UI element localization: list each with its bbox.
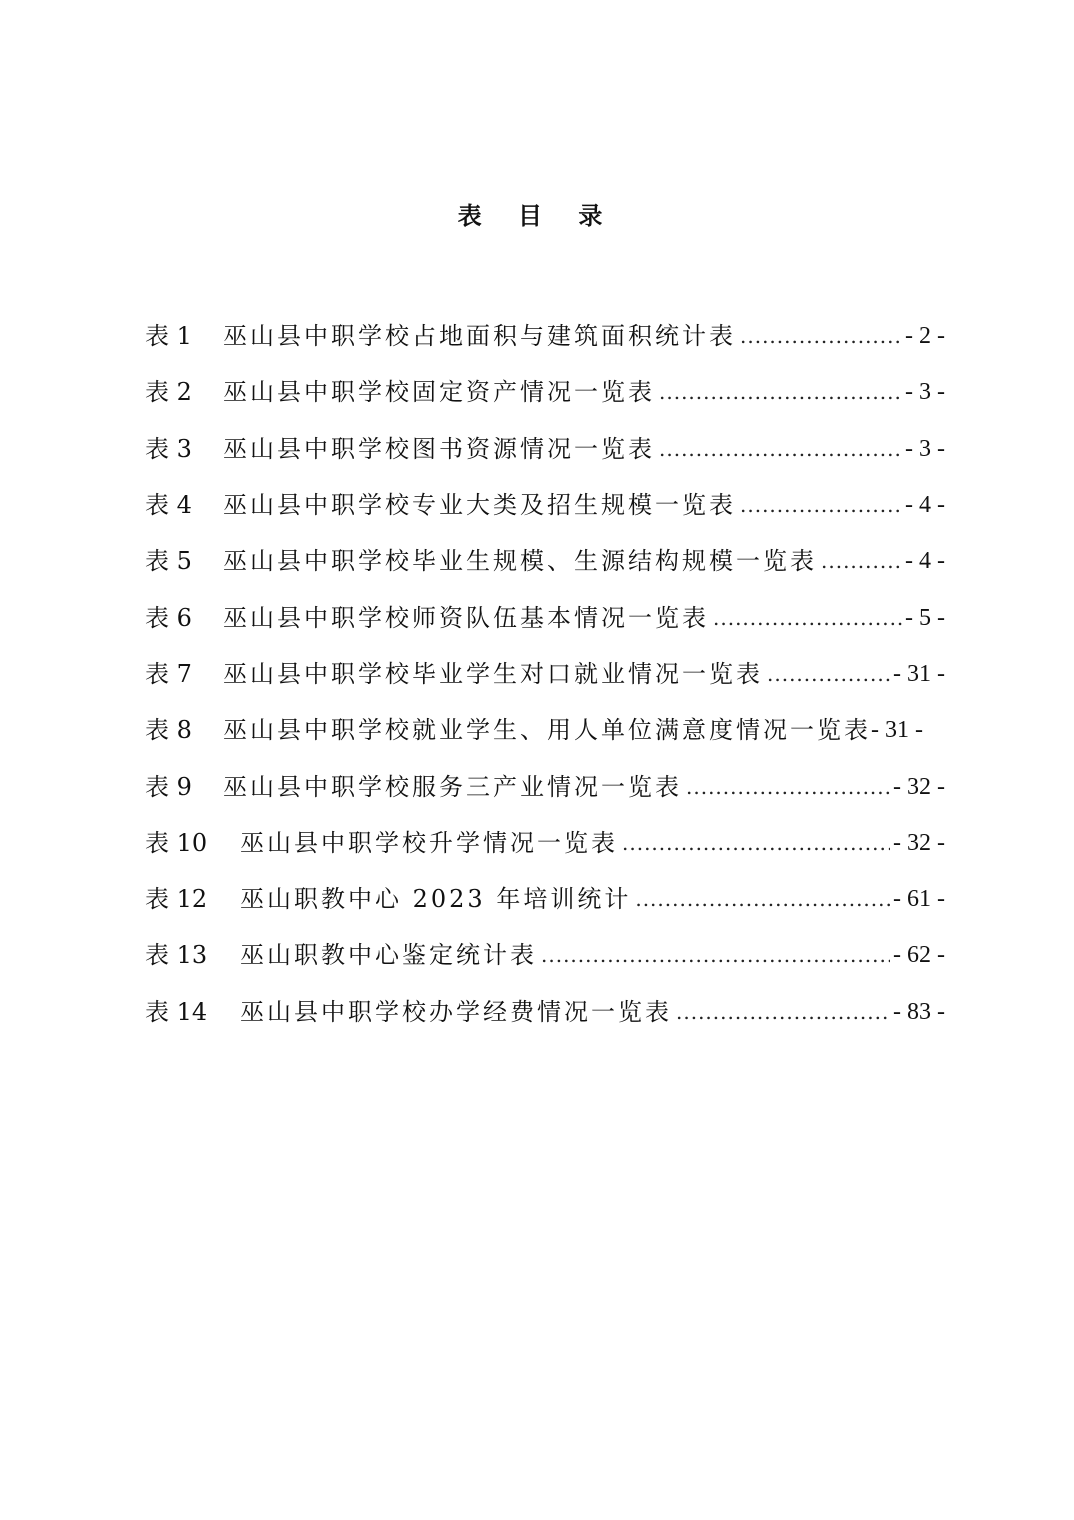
toc-entry-label: 表 7 — [145, 659, 192, 688]
toc-entry-title: 巫山县中职学校师资队伍基本情况一览表 — [223, 603, 709, 632]
toc-entry-label: 表 6 — [145, 603, 192, 632]
toc-entry-page: - 61 - — [893, 886, 945, 913]
toc-entry-label: 表 4 — [145, 491, 192, 520]
toc-entry[interactable] — [145, 871, 945, 927]
toc-leader-dots — [676, 992, 890, 1032]
toc-entry-title: 巫山县中职学校升学情况一览表 — [240, 828, 618, 857]
toc-entry-title: 巫山县中职学校办学经费情况一览表 — [240, 997, 672, 1026]
toc-entry-page: - 32 - — [893, 829, 945, 856]
toc-entry-title: 巫山县中职学校专业大类及招生规模一览表 — [223, 491, 736, 520]
toc-leader-dots — [821, 541, 902, 581]
toc-entry[interactable] — [145, 646, 945, 702]
toc-entry-label: 表 14 — [145, 997, 208, 1026]
toc-entry-label: 表 2 — [145, 378, 192, 407]
toc-entry[interactable] — [145, 984, 945, 1040]
toc-entry-label: 表 8 — [145, 716, 192, 745]
toc-leader-dots — [740, 485, 902, 525]
toc-entry-page: - 83 - — [893, 998, 945, 1025]
table-of-contents — [145, 308, 945, 1040]
toc-entry-page: - 31 - — [871, 717, 923, 744]
toc-entry-title: 巫山县中职学校图书资源情况一览表 — [223, 434, 655, 463]
toc-leader-dots — [713, 598, 902, 638]
toc-leader-dots — [659, 429, 902, 469]
toc-leader-dots — [622, 823, 890, 863]
toc-leader-dots — [740, 316, 902, 356]
toc-leader-dots — [686, 767, 890, 807]
toc-entry-title: 巫山县中职学校占地面积与建筑面积统计表 — [223, 322, 736, 351]
toc-entry-label: 表 10 — [145, 828, 208, 857]
toc-entry[interactable] — [145, 308, 945, 364]
toc-entry-title: 巫山县中职学校固定资产情况一览表 — [223, 378, 655, 407]
toc-entry-page: - 3 - — [905, 435, 945, 462]
toc-entry[interactable] — [145, 589, 945, 645]
toc-entry-page: - 32 - — [893, 773, 945, 800]
toc-entry-title: 巫山职教中心鉴定统计表 — [240, 941, 537, 970]
toc-entry[interactable] — [145, 927, 945, 983]
toc-entry[interactable] — [145, 533, 945, 589]
toc-entry-label: 表 12 — [145, 885, 208, 914]
page-title: 表 目 录 — [457, 202, 617, 230]
toc-entry-title: 巫山县中职学校毕业学生对口就业情况一览表 — [223, 659, 763, 688]
toc-entry-page: - 62 - — [893, 942, 945, 969]
toc-entry-title: 巫山职教中心 2023 年培训统计 — [240, 885, 632, 914]
toc-leader-dots — [659, 372, 902, 412]
toc-entry-page: - 5 - — [905, 604, 945, 631]
toc-leader-dots — [635, 879, 890, 919]
toc-entry[interactable] — [145, 364, 945, 420]
toc-entry[interactable] — [145, 477, 945, 533]
toc-entry-title: 巫山县中职学校就业学生、用人单位满意度情况一览表 — [223, 716, 871, 745]
toc-entry[interactable] — [145, 758, 945, 814]
toc-entry[interactable] — [145, 702, 945, 758]
toc-leader-dots — [541, 935, 890, 975]
toc-entry-title: 巫山县中职学校毕业生规模、生源结构规模一览表 — [223, 547, 817, 576]
toc-entry-page: - 3 - — [905, 379, 945, 406]
toc-leader-dots — [767, 654, 890, 694]
toc-entry-label: 表 1 — [145, 322, 192, 351]
toc-entry-page: - 4 - — [905, 492, 945, 519]
toc-entry[interactable] — [145, 815, 945, 871]
toc-entry-label: 表 3 — [145, 434, 192, 463]
toc-entry-label: 表 13 — [145, 941, 208, 970]
toc-entry-page: - 4 - — [905, 548, 945, 575]
toc-entry-label: 表 5 — [145, 547, 192, 576]
toc-entry-page: - 2 - — [905, 323, 945, 350]
toc-entry-title: 巫山县中职学校服务三产业情况一览表 — [223, 772, 682, 801]
toc-entry-label: 表 9 — [145, 772, 192, 801]
toc-entry-page: - 31 - — [893, 660, 945, 687]
toc-entry[interactable] — [145, 421, 945, 477]
